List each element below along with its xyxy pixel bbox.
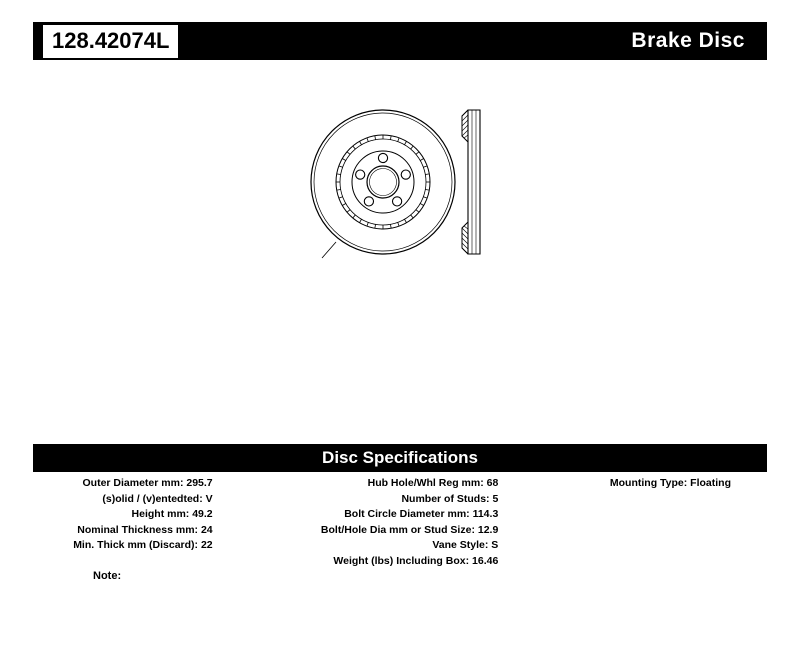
page-title: Brake Disc — [631, 29, 745, 52]
spec-item: (s)olid / (v)entedted: V — [102, 492, 213, 505]
cross-section-view — [462, 110, 480, 254]
spec-item: Mounting Type: Floating — [609, 477, 731, 489]
spec-item: Number of Studs: 5 — [401, 492, 499, 505]
leader-line — [322, 242, 336, 258]
part-number-badge: 128.42074L — [43, 25, 178, 58]
spec-item: Vane Style: S — [432, 539, 499, 551]
spec-item: Height mm: 49.2 — [131, 508, 213, 520]
spec-item: Bolt Circle Diameter mm: 114.3 — [344, 508, 499, 520]
brake-disc-drawing — [300, 90, 540, 290]
note-label: Note: — [93, 570, 122, 582]
disc-diagram-svg — [300, 90, 540, 290]
spec-item: Weight (lbs) Including Box: 16.46 — [333, 554, 499, 567]
disc-specifications-header: Disc Specifications — [33, 444, 767, 472]
spec-item: Hub Hole/Whl Reg mm: 68 — [367, 477, 499, 489]
spec-item: Outer Diameter mm: 295.7 — [82, 477, 213, 489]
spec-column-left — [33, 476, 215, 554]
spec-column-right — [500, 476, 767, 492]
header-bar — [33, 22, 767, 60]
spec-item: Bolt/Hole Dia mm or Stud Size: 12.9 — [320, 523, 499, 536]
disc-specifications-body — [33, 476, 767, 569]
spec-item: Min. Thick mm (Discard): 22 — [73, 539, 213, 551]
spec-item: Nominal Thickness mm: 24 — [77, 523, 213, 536]
spec-column-middle — [215, 476, 501, 569]
